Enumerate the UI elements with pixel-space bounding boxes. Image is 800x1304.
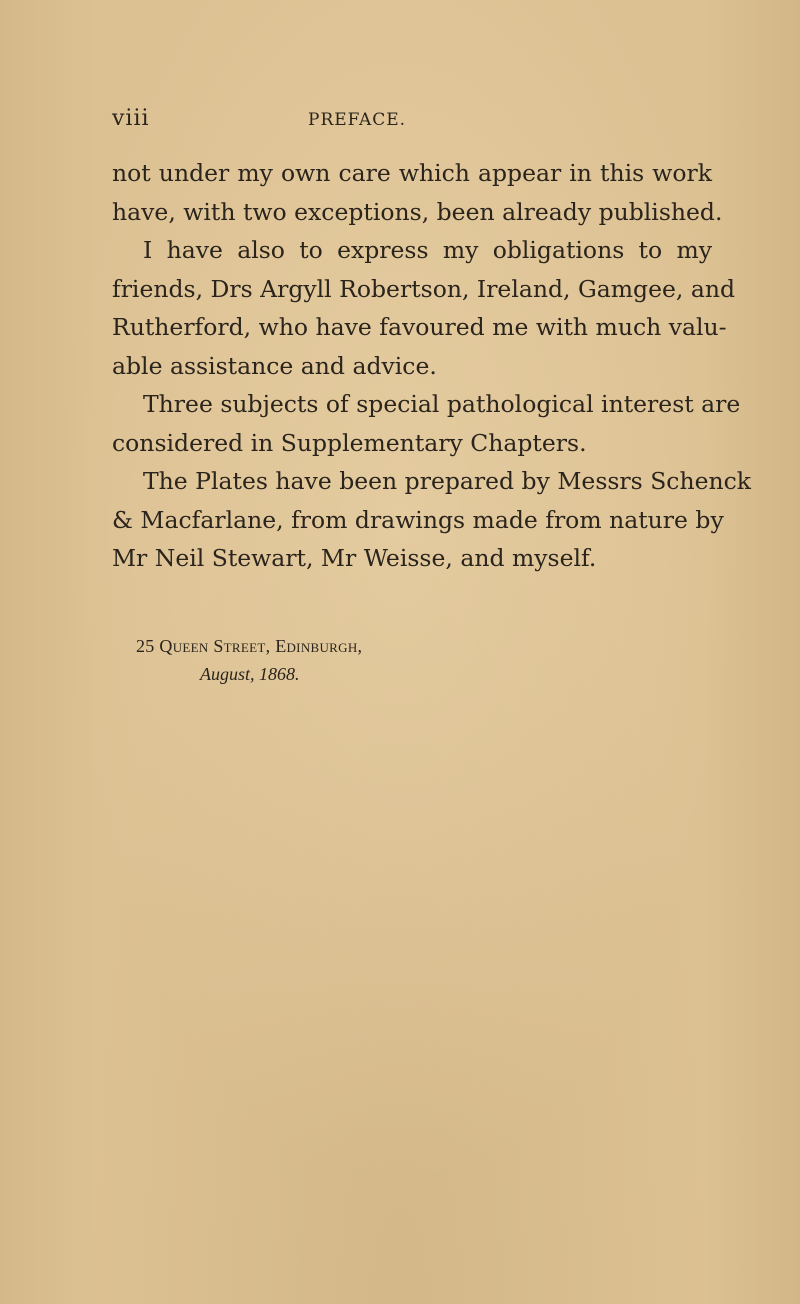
running-head xyxy=(112,106,712,136)
text-line: Rutherford, who have favoured me with much valu- xyxy=(112,313,727,341)
signature-address: 25 Queen Street, Edinburgh, xyxy=(136,636,363,656)
paragraph-start-line: I have also to express my obligations to my xyxy=(143,236,712,264)
text-line: friends, Drs Argyll Robertson, Ireland, Gamgee, and xyxy=(112,274,736,303)
signature-block xyxy=(136,632,536,688)
paragraph-start-line: Three subjects of special pathological interest are xyxy=(143,390,741,418)
page-number: viii xyxy=(112,106,150,131)
preface-text xyxy=(112,154,752,578)
section-title: PREFACE. xyxy=(308,110,407,130)
text-line: & Macfarlane, from drawings made from nature by xyxy=(112,505,724,534)
signature-date: August, 1868. xyxy=(200,664,300,684)
text-line: Mr Neil Stewart, Mr Weisse, and myself. xyxy=(112,544,597,572)
text-line: able assistance and advice. xyxy=(112,351,437,380)
text-line: not under my own care which appear in this work xyxy=(112,159,712,187)
text-line: have, with two exceptions, been already published. xyxy=(112,197,723,226)
text-line: considered in Supplementary Chapters. xyxy=(112,428,587,457)
paragraph-start-line: The Plates have been prepared by Messrs Schenck xyxy=(143,467,752,495)
